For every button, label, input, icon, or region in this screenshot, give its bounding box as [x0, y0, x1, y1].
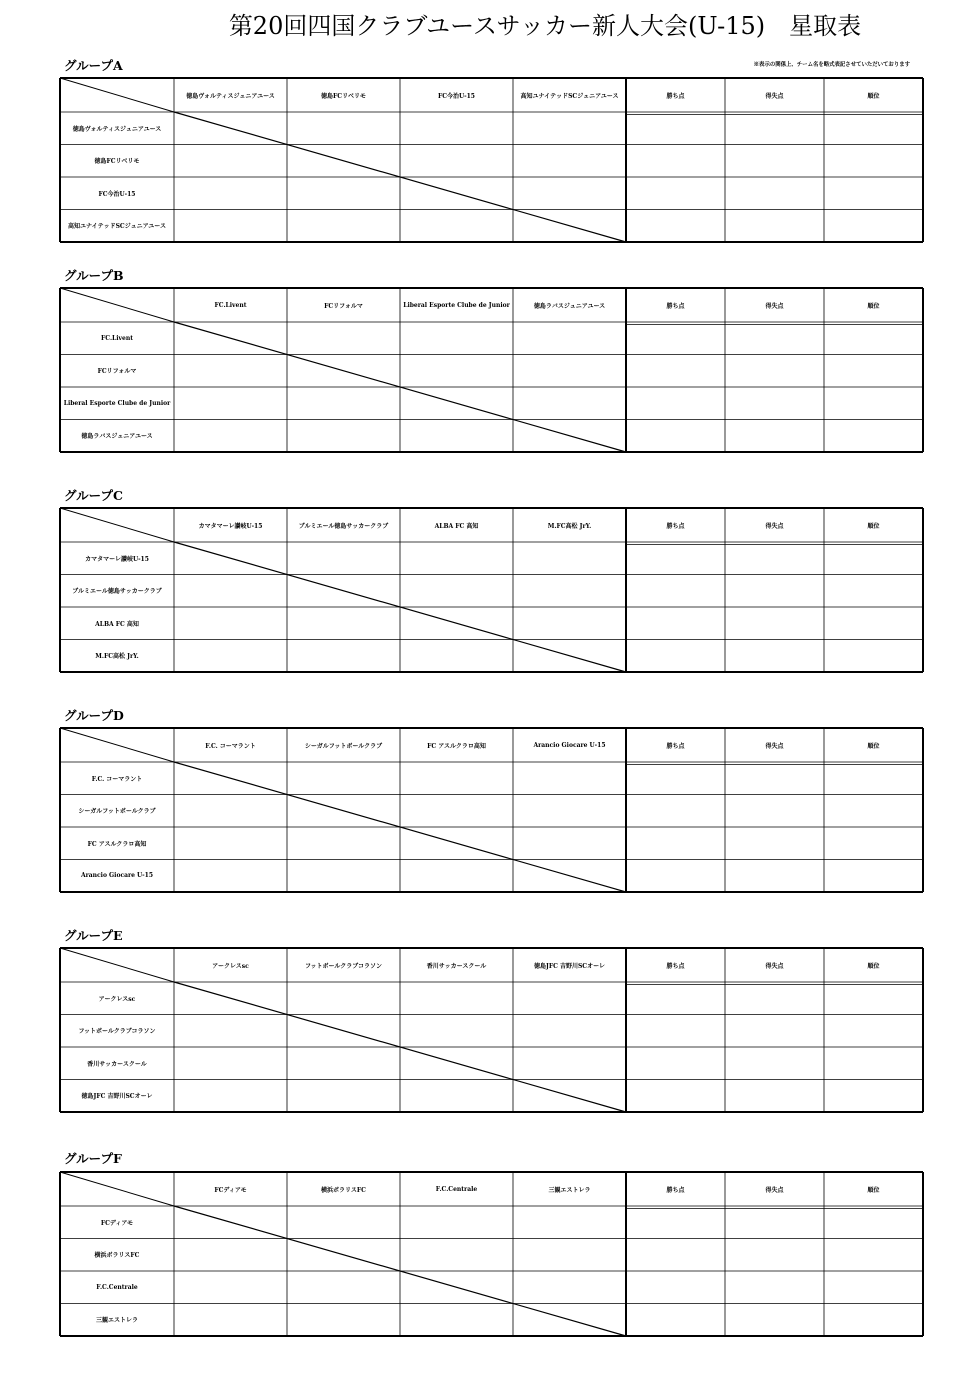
column-header-team: ALBA FC 高知	[434, 522, 479, 530]
row-header-team: アークレスsc	[98, 995, 136, 1003]
column-header-team: F.C. コーマラント	[205, 742, 256, 750]
standings-table	[60, 728, 923, 892]
column-header-team: FC.Livent	[214, 301, 247, 309]
column-header-team: 徳島FCリベリモ	[321, 92, 366, 100]
standings-table	[60, 78, 923, 242]
standings-table	[60, 508, 923, 672]
column-header-team: 高知ユナイテッドSCジュニアユース	[520, 92, 619, 100]
column-header-stat: 勝ち点	[666, 302, 685, 310]
group-label: グループA	[64, 58, 123, 73]
column-header-stat: 順位	[867, 962, 880, 970]
row-header-team: 徳島ヴォルティスジュニアユース	[72, 125, 162, 133]
row-header-team: FC.Livent	[101, 334, 133, 342]
display-note: ※表示の関係上、チーム名を略式表記させていただいております	[753, 62, 910, 68]
group-label: グループE	[64, 928, 123, 943]
column-header-stat: 順位	[867, 92, 880, 100]
row-header-team: FCリフォルマ	[97, 368, 137, 376]
column-header-stat: 得失点	[765, 522, 784, 530]
row-header-team: FC アスルクラロ高知	[87, 840, 147, 848]
column-header-team: Arancio Giocare U-15	[533, 741, 606, 749]
column-header-stat: 勝ち点	[666, 522, 685, 530]
column-header-stat: 順位	[867, 522, 880, 530]
group-label: グループB	[64, 268, 124, 283]
column-header-team: M.FC高松 JrY.	[547, 522, 592, 530]
column-header-stat: 得失点	[765, 92, 784, 100]
row-header-team: 高知ユナイテッドSCジュニアユース	[68, 223, 166, 231]
column-header-team: 三観エストレラ	[548, 1186, 591, 1194]
column-header-stat: 順位	[867, 1186, 880, 1194]
column-header-stat: 得失点	[765, 962, 784, 970]
page-title: 第20回四国クラブユースサッカー新人大会(U-15) 星取表	[228, 12, 862, 40]
row-header-team: F.C. コーマラント	[91, 775, 143, 783]
column-header-stat: 得失点	[765, 1186, 784, 1194]
column-header-team: 香川サッカースクール	[426, 962, 487, 970]
column-header-stat: 勝ち点	[666, 1186, 685, 1194]
column-header-team: 徳島ヴォルティスジュニアユース	[186, 92, 275, 100]
column-header-stat: 勝ち点	[666, 962, 685, 970]
column-header-team: FC今治U-15	[437, 92, 475, 100]
column-header-team: シーガルフットボールクラブ	[304, 742, 383, 750]
standings-table	[60, 948, 923, 1112]
row-header-team: フットボールクラブコラソン	[78, 1028, 156, 1036]
column-header-stat: 得失点	[765, 302, 784, 310]
column-header-stat: 得失点	[765, 742, 784, 750]
group-label: グループC	[64, 488, 123, 503]
column-header-team: 横浜ボラリスFC	[321, 1186, 366, 1194]
column-header-team: 徳島JFC 吉野川SCオーレ	[534, 962, 605, 970]
group-label: グループD	[64, 708, 124, 723]
group-label: グループF	[64, 1151, 122, 1166]
row-header-team: ブルミエール徳島サッカークラブ	[72, 588, 162, 596]
row-header-team: ALBA FC 高知	[95, 620, 139, 628]
row-header-team: FC今治U-15	[98, 190, 136, 198]
column-header-team: FCディアモ	[214, 1186, 247, 1194]
column-header-team: 徳島ラバスジュニアユース	[533, 302, 606, 310]
column-header-team: アークレスsc	[212, 962, 249, 970]
column-header-team: Liberal Esporte Clube de Junior	[403, 301, 510, 309]
row-header-team: M.FC高松 JrY.	[95, 653, 139, 661]
column-header-stat: 勝ち点	[666, 92, 685, 100]
row-header-team: 横浜ボラリスFC	[94, 1252, 140, 1260]
row-header-team: 徳島JFC 吉野川SCオーレ	[81, 1093, 153, 1101]
row-header-team: 三観エストレラ	[95, 1317, 138, 1325]
column-header-team: ブルミエール徳島サッカークラブ	[298, 522, 389, 530]
row-header-team: シーガルフットボールクラブ	[78, 808, 156, 816]
row-header-team: 徳島FCリベリモ	[94, 158, 140, 166]
row-header-team: カマタマーレ讃岐U-15	[85, 555, 149, 563]
column-header-stat: 勝ち点	[666, 742, 685, 750]
row-header-team: Liberal Esporte Clube de Junior	[63, 399, 171, 407]
column-header-team: F.C.Centrale	[435, 1185, 478, 1193]
column-header-team: FCリフォルマ	[324, 302, 363, 310]
column-header-stat: 順位	[867, 302, 880, 310]
column-header-team: FC アスルクラロ高知	[427, 742, 486, 750]
column-header-team: フットボールクラブコラソン	[304, 962, 383, 970]
row-header-team: 香川サッカースクール	[87, 1060, 147, 1068]
row-header-team: Arancio Giocare U-15	[80, 872, 154, 880]
row-header-team: F.C.Centrale	[96, 1283, 138, 1291]
standings-table	[60, 1172, 923, 1336]
row-header-team: FCディアモ	[100, 1219, 134, 1227]
row-header-team: 徳島ラバスジュニアユース	[81, 433, 153, 441]
column-header-stat: 順位	[867, 742, 880, 750]
column-header-team: カマタマーレ讃岐U-15	[198, 522, 263, 530]
standings-table	[60, 288, 923, 452]
